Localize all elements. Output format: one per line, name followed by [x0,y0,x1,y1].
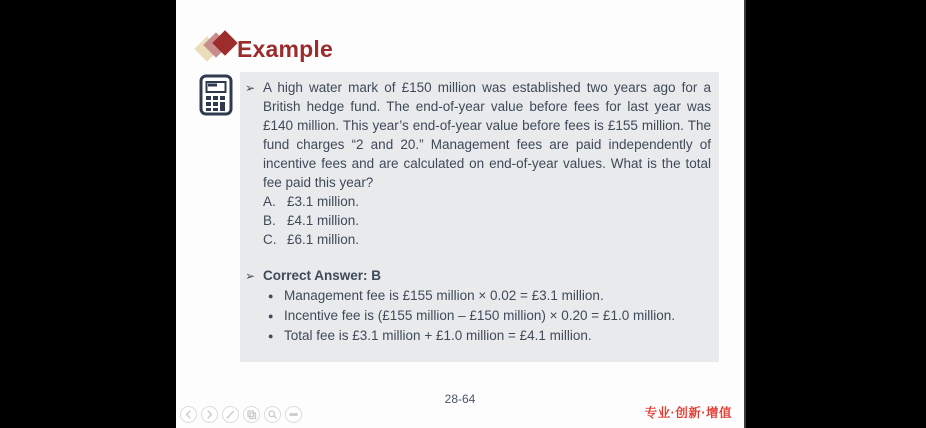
arrow-bullet-icon: ➢ [245,269,256,283]
dot-bullet-icon: ● [268,331,274,341]
question-block [245,78,711,192]
magnifier-icon [267,409,278,420]
zoom-button[interactable] [264,406,281,423]
pen-icon [225,409,236,420]
calculator-icon [199,74,233,121]
answer-block [245,266,711,346]
answer-point-2-text: Incentive fee is (£155 million – £150 million) × 0.20 = £1.0 million. [284,308,675,323]
option-b-label: B. [263,213,276,228]
option-a-label: A. [263,194,276,209]
answer-point-3 [245,326,711,346]
answer-point-2 [245,306,711,326]
page-number: 28-64 [444,392,476,406]
slides-overview-icon [246,409,257,420]
slideshow-controls [180,406,302,423]
option-b [245,211,711,230]
brand-slogan: 专业·创新·增值 [644,406,732,420]
chevron-right-icon [204,409,215,420]
answer-point-1-text: Management fee is £155 million × 0.02 = £3.1 million. [284,288,604,303]
dot-bullet-icon: ● [268,291,274,301]
previous-slide-button[interactable] [180,406,197,423]
option-b-text: £4.1 million. [287,213,360,228]
arrow-bullet-icon: ➢ [245,81,256,95]
chevron-left-icon [183,409,194,420]
correct-answer-heading: Correct Answer: B [263,268,382,283]
ellipsis-icon [288,409,299,420]
option-c-label: C. [263,232,277,247]
more-options-button[interactable] [285,406,302,423]
question-text: A high water mark of £150 million was established two years ago for a British hedge fund. The end-of-year value before fees for last year was £140 million. This year’s end-of-year value before fees is £155 million. The fund charges “2 and 20.” Management fees are paid independently of incentive fees and are calculated on end-of-year values. What is the total fee paid this year? [263,80,711,190]
see-all-slides-button[interactable] [243,406,260,423]
presentation-slide [176,0,746,428]
example-content-box [240,72,719,362]
option-a-text: £3.1 million. [287,194,360,209]
dot-bullet-icon: ● [268,311,274,321]
slide-title: Example [237,36,334,62]
answer-point-1 [245,286,711,306]
option-a [245,192,711,211]
option-c-text: £6.1 million. [287,232,360,247]
option-c [245,230,711,249]
answer-point-3-text: Total fee is £3.1 million + £1.0 million = £4.1 million. [284,328,592,343]
next-slide-button[interactable] [201,406,218,423]
pen-tool-button[interactable] [222,406,239,423]
